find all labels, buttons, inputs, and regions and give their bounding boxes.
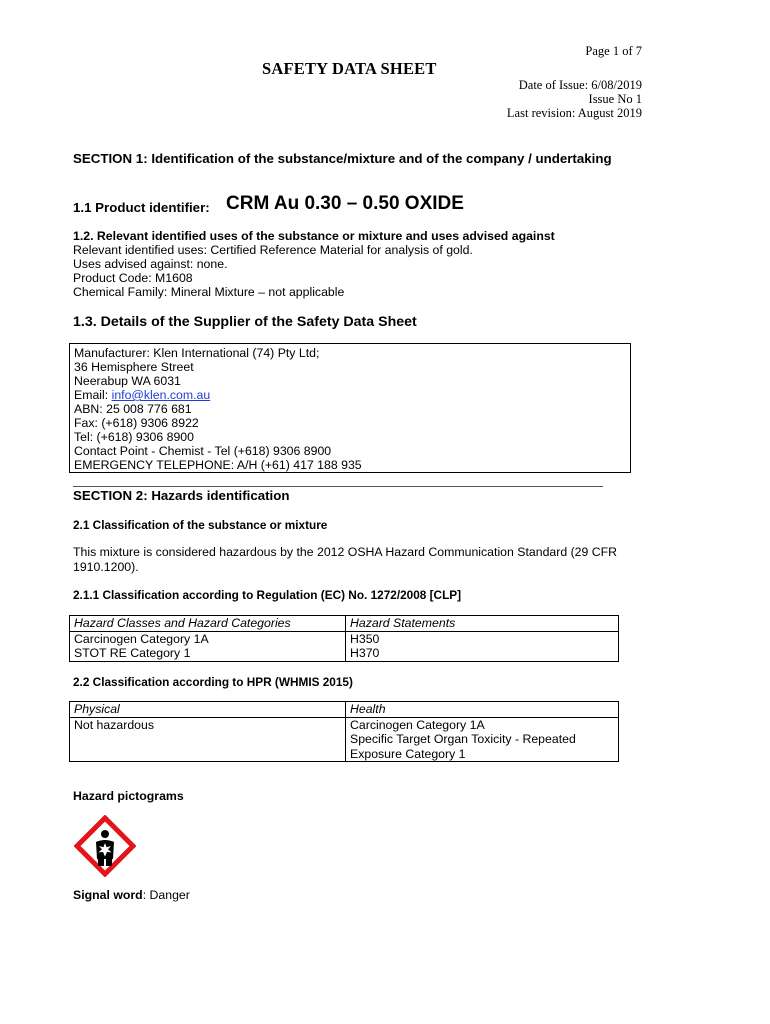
classification-heading: 2.1 Classification of the substance or mixture xyxy=(73,518,328,532)
table-header-row xyxy=(70,616,619,632)
table-cell: Not hazardous xyxy=(70,717,346,762)
email-line xyxy=(74,388,210,402)
classification-text: This mixture is considered hazardous by the 2012 OSHA Hazard Communication Standard (29 CFR 1910.1200). xyxy=(73,545,618,574)
relevant-uses-line: Relevant identified uses: Certified Reference Material for analysis of gold. xyxy=(73,243,473,257)
clp-classification-heading: 2.1.1 Classification according to Regulation (EC) No. 1272/2008 [CLP] xyxy=(73,588,462,602)
section-divider xyxy=(73,486,603,487)
manufacturer-line: Manufacturer: Klen International (74) Pty Ltd; xyxy=(74,346,320,360)
table-row xyxy=(70,646,619,661)
document-title: SAFETY DATA SHEET xyxy=(262,59,437,78)
table-cell xyxy=(346,717,619,762)
product-identifier-value: CRM Au 0.30 – 0.50 OXIDE xyxy=(226,193,464,214)
product-identifier-label: 1.1 Product identifier: xyxy=(73,200,210,215)
suburb-line: Neerabup WA 6031 xyxy=(74,374,181,388)
chemical-family-line: Chemical Family: Mineral Mixture – not applicable xyxy=(73,285,345,299)
section-2-heading: SECTION 2: Hazards identification xyxy=(73,488,290,503)
table-cell: H350 xyxy=(346,631,619,646)
relevant-uses-heading: 1.2. Relevant identified uses of the substance or mixture and uses advised against xyxy=(73,229,555,243)
signal-word xyxy=(73,888,190,902)
uses-advised-against-line: Uses advised against: none. xyxy=(73,257,228,271)
hazard-pictograms-heading: Hazard pictograms xyxy=(73,789,184,803)
hpr-classification-heading: 2.2 Classification according to HPR (WHMIS 2015) xyxy=(73,675,353,689)
last-revision: Last revision: August 2019 xyxy=(506,106,642,120)
issue-number: Issue No 1 xyxy=(588,92,642,106)
table-header-cell: Physical xyxy=(70,702,346,718)
signal-word-label: Signal word xyxy=(73,888,143,902)
tel-line: Tel: (+618) 9306 8900 xyxy=(74,430,194,444)
table-header-cell: Hazard Classes and Hazard Categories xyxy=(70,616,346,632)
contact-point-line: Contact Point - Chemist - Tel (+618) 9306 8900 xyxy=(74,444,332,458)
table-cell: Carcinogen Category 1A xyxy=(70,631,346,646)
table-header-cell: Hazard Statements xyxy=(346,616,619,632)
table-cell: STOT RE Category 1 xyxy=(70,646,346,661)
hpr-classification-table xyxy=(69,701,619,762)
health-hazard-icon xyxy=(74,815,136,877)
section-1-heading: SECTION 1: Identification of the substance/mixture and of the company / undertaking xyxy=(73,151,612,166)
table-row xyxy=(70,717,619,762)
health-line: Carcinogen Category 1A xyxy=(350,717,485,732)
email-label: Email: xyxy=(74,388,112,402)
supplier-details-heading: 1.3. Details of the Supplier of the Safety Data Sheet xyxy=(73,314,417,330)
page-number: Page 1 of 7 xyxy=(585,44,642,58)
supplier-details-box xyxy=(69,343,631,473)
emergency-telephone-line: EMERGENCY TELEPHONE: A/H (+61) 417 188 935 xyxy=(74,458,362,472)
clp-classification-table xyxy=(69,615,619,662)
email-link[interactable]: info@klen.com.au xyxy=(111,388,211,402)
table-cell: H370 xyxy=(346,646,619,661)
signal-word-value: : Danger xyxy=(142,888,190,902)
table-header-row xyxy=(70,702,619,718)
date-of-issue: Date of Issue: 6/08/2019 xyxy=(518,78,642,92)
health-line: Specific Target Organ Toxicity - Repeated xyxy=(350,732,576,746)
table-row xyxy=(70,631,619,646)
abn-line: ABN: 25 008 776 681 xyxy=(74,402,192,416)
fax-line: Fax: (+618) 9306 8922 xyxy=(74,416,199,430)
product-code-line: Product Code: M1608 xyxy=(73,271,193,285)
health-line: Exposure Category 1 xyxy=(350,746,466,761)
table-header-cell: Health xyxy=(346,702,619,718)
street-line: 36 Hemisphere Street xyxy=(74,360,194,374)
